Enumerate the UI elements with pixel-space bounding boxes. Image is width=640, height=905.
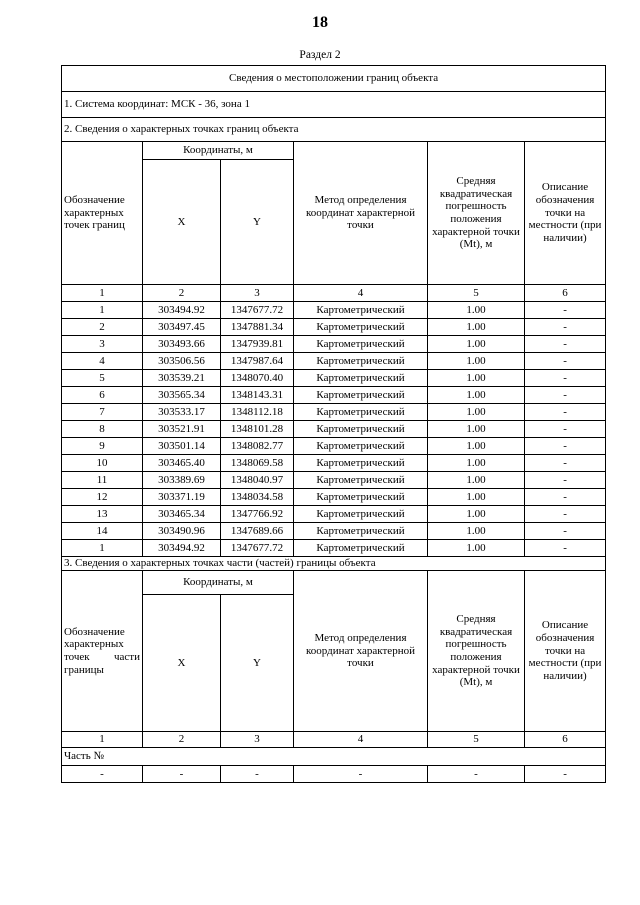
part-cell: - bbox=[62, 766, 143, 783]
point-y: 1347881.34 bbox=[221, 319, 294, 336]
column-number: 1 bbox=[62, 732, 143, 748]
point-method: Картометрический bbox=[294, 336, 428, 353]
point-id: 2 bbox=[62, 319, 143, 336]
point-x: 303565.34 bbox=[143, 387, 221, 404]
point-mt: 1.00 bbox=[428, 353, 525, 370]
point-mt: 1.00 bbox=[428, 438, 525, 455]
part-cell: - bbox=[525, 766, 606, 783]
point-id: 9 bbox=[62, 438, 143, 455]
point-id: 7 bbox=[62, 404, 143, 421]
point-y: 1347677.72 bbox=[221, 302, 294, 319]
point-id: 12 bbox=[62, 489, 143, 506]
part-cell: - bbox=[143, 766, 221, 783]
table-row bbox=[62, 404, 606, 421]
header-y-part: Y bbox=[221, 595, 294, 732]
table-row bbox=[62, 438, 606, 455]
points-section-header: 2. Сведения о характерных точках границ объекта bbox=[62, 118, 606, 142]
point-desc: - bbox=[525, 319, 606, 336]
column-number: 5 bbox=[428, 732, 525, 748]
column-number: 4 bbox=[294, 732, 428, 748]
point-mt: 1.00 bbox=[428, 404, 525, 421]
point-x: 303465.40 bbox=[143, 455, 221, 472]
column-number: 1 bbox=[62, 285, 143, 302]
point-desc: - bbox=[525, 421, 606, 438]
table-row bbox=[62, 506, 606, 523]
header-coordinates-part: Координаты, м bbox=[143, 571, 294, 595]
table-title: Сведения о местоположении границ объекта bbox=[62, 66, 606, 92]
point-desc: - bbox=[525, 404, 606, 421]
point-y: 1348034.58 bbox=[221, 489, 294, 506]
column-number: 3 bbox=[221, 285, 294, 302]
coord-system: 1. Система координат: МСК - 36, зона 1 bbox=[62, 92, 606, 118]
header-y: Y bbox=[221, 160, 294, 285]
header-accuracy-part: Средняя квадратическая погрешность положения характерной точки (Mt), м bbox=[428, 571, 525, 732]
table-row bbox=[62, 523, 606, 540]
column-numbers-row bbox=[62, 285, 606, 302]
part-label: Часть № bbox=[62, 748, 606, 766]
point-method: Картометрический bbox=[294, 319, 428, 336]
page-number: 18 bbox=[312, 14, 328, 31]
point-y: 1347689.66 bbox=[221, 523, 294, 540]
point-x: 303494.92 bbox=[143, 540, 221, 557]
header-accuracy: Средняя квадратическая погрешность положения характерной точки (Mt), м bbox=[428, 142, 525, 285]
point-y: 1348143.31 bbox=[221, 387, 294, 404]
point-desc: - bbox=[525, 455, 606, 472]
table-row bbox=[62, 489, 606, 506]
point-x: 303497.45 bbox=[143, 319, 221, 336]
point-id: 1 bbox=[62, 540, 143, 557]
table-row bbox=[62, 455, 606, 472]
point-desc: - bbox=[525, 523, 606, 540]
table-row bbox=[62, 353, 606, 370]
point-id: 14 bbox=[62, 523, 143, 540]
table-row bbox=[62, 387, 606, 404]
point-desc: - bbox=[525, 353, 606, 370]
column-number: 5 bbox=[428, 285, 525, 302]
point-desc: - bbox=[525, 489, 606, 506]
header-coordinates: Координаты, м bbox=[143, 142, 294, 160]
table-row bbox=[62, 370, 606, 387]
point-desc: - bbox=[525, 506, 606, 523]
point-mt: 1.00 bbox=[428, 472, 525, 489]
point-mt: 1.00 bbox=[428, 489, 525, 506]
point-id: 13 bbox=[62, 506, 143, 523]
point-method: Картометрический bbox=[294, 421, 428, 438]
point-y: 1348070.40 bbox=[221, 370, 294, 387]
column-number: 6 bbox=[525, 732, 606, 748]
point-id: 10 bbox=[62, 455, 143, 472]
point-mt: 1.00 bbox=[428, 540, 525, 557]
point-desc: - bbox=[525, 438, 606, 455]
point-method: Картометрический bbox=[294, 370, 428, 387]
point-y: 1348101.28 bbox=[221, 421, 294, 438]
point-mt: 1.00 bbox=[428, 455, 525, 472]
point-y: 1347987.64 bbox=[221, 353, 294, 370]
header-description: Описание обозначения точки на местности (при наличии) bbox=[525, 142, 606, 285]
point-x: 303506.56 bbox=[143, 353, 221, 370]
point-mt: 1.00 bbox=[428, 302, 525, 319]
point-mt: 1.00 bbox=[428, 523, 525, 540]
table-row bbox=[62, 302, 606, 319]
header-x-part: X bbox=[143, 595, 221, 732]
point-mt: 1.00 bbox=[428, 319, 525, 336]
point-x: 303490.96 bbox=[143, 523, 221, 540]
point-mt: 1.00 bbox=[428, 506, 525, 523]
part-row bbox=[62, 766, 606, 783]
section-title: Раздел 2 bbox=[299, 49, 341, 61]
point-mt: 1.00 bbox=[428, 387, 525, 404]
part-cell: - bbox=[221, 766, 294, 783]
column-number: 2 bbox=[143, 732, 221, 748]
column-number: 3 bbox=[221, 732, 294, 748]
point-mt: 1.00 bbox=[428, 421, 525, 438]
header-designation-part: Обозначение характерных точек части границы bbox=[62, 571, 143, 732]
boundary-table bbox=[61, 65, 606, 783]
point-x: 303389.69 bbox=[143, 472, 221, 489]
point-desc: - bbox=[525, 370, 606, 387]
point-method: Картометрический bbox=[294, 455, 428, 472]
point-y: 1348069.58 bbox=[221, 455, 294, 472]
point-method: Картометрический bbox=[294, 523, 428, 540]
point-mt: 1.00 bbox=[428, 336, 525, 353]
point-y: 1348040.97 bbox=[221, 472, 294, 489]
header-designation: Обозначение характерных точек границ bbox=[62, 142, 143, 285]
point-y: 1347677.72 bbox=[221, 540, 294, 557]
point-y: 1347939.81 bbox=[221, 336, 294, 353]
point-method: Картометрический bbox=[294, 489, 428, 506]
table-row bbox=[62, 336, 606, 353]
point-desc: - bbox=[525, 302, 606, 319]
point-desc: - bbox=[525, 387, 606, 404]
point-method: Картометрический bbox=[294, 387, 428, 404]
point-x: 303371.19 bbox=[143, 489, 221, 506]
column-number: 6 bbox=[525, 285, 606, 302]
header-method-part: Метод определения координат характерной точки bbox=[294, 571, 428, 732]
point-method: Картометрический bbox=[294, 302, 428, 319]
point-method: Картометрический bbox=[294, 438, 428, 455]
point-x: 303501.14 bbox=[143, 438, 221, 455]
point-method: Картометрический bbox=[294, 404, 428, 421]
column-number: 2 bbox=[143, 285, 221, 302]
table-row bbox=[62, 472, 606, 489]
point-id: 5 bbox=[62, 370, 143, 387]
column-number: 4 bbox=[294, 285, 428, 302]
point-id: 1 bbox=[62, 302, 143, 319]
point-method: Картометрический bbox=[294, 472, 428, 489]
point-id: 8 bbox=[62, 421, 143, 438]
header-description-part: Описание обозначения точки на местности (при наличии) bbox=[525, 571, 606, 732]
part-cell: - bbox=[294, 766, 428, 783]
table-row bbox=[62, 540, 606, 557]
point-method: Картометрический bbox=[294, 540, 428, 557]
part-cell: - bbox=[428, 766, 525, 783]
point-x: 303539.21 bbox=[143, 370, 221, 387]
point-desc: - bbox=[525, 336, 606, 353]
point-desc: - bbox=[525, 540, 606, 557]
column-numbers-row-part bbox=[62, 732, 606, 748]
point-y: 1348112.18 bbox=[221, 404, 294, 421]
point-x: 303521.91 bbox=[143, 421, 221, 438]
header-method: Метод определения координат характерной точки bbox=[294, 142, 428, 285]
point-x: 303465.34 bbox=[143, 506, 221, 523]
point-mt: 1.00 bbox=[428, 370, 525, 387]
point-id: 4 bbox=[62, 353, 143, 370]
point-id: 3 bbox=[62, 336, 143, 353]
point-desc: - bbox=[525, 472, 606, 489]
point-y: 1348082.77 bbox=[221, 438, 294, 455]
point-x: 303533.17 bbox=[143, 404, 221, 421]
table-row bbox=[62, 421, 606, 438]
point-y: 1347766.92 bbox=[221, 506, 294, 523]
point-x: 303493.66 bbox=[143, 336, 221, 353]
point-method: Картометрический bbox=[294, 353, 428, 370]
point-id: 6 bbox=[62, 387, 143, 404]
table-row bbox=[62, 319, 606, 336]
point-method: Картометрический bbox=[294, 506, 428, 523]
point-x: 303494.92 bbox=[143, 302, 221, 319]
point-id: 11 bbox=[62, 472, 143, 489]
parts-section-header: 3. Сведения о характерных точках части (частей) границы объекта bbox=[62, 557, 606, 571]
header-x: X bbox=[143, 160, 221, 285]
